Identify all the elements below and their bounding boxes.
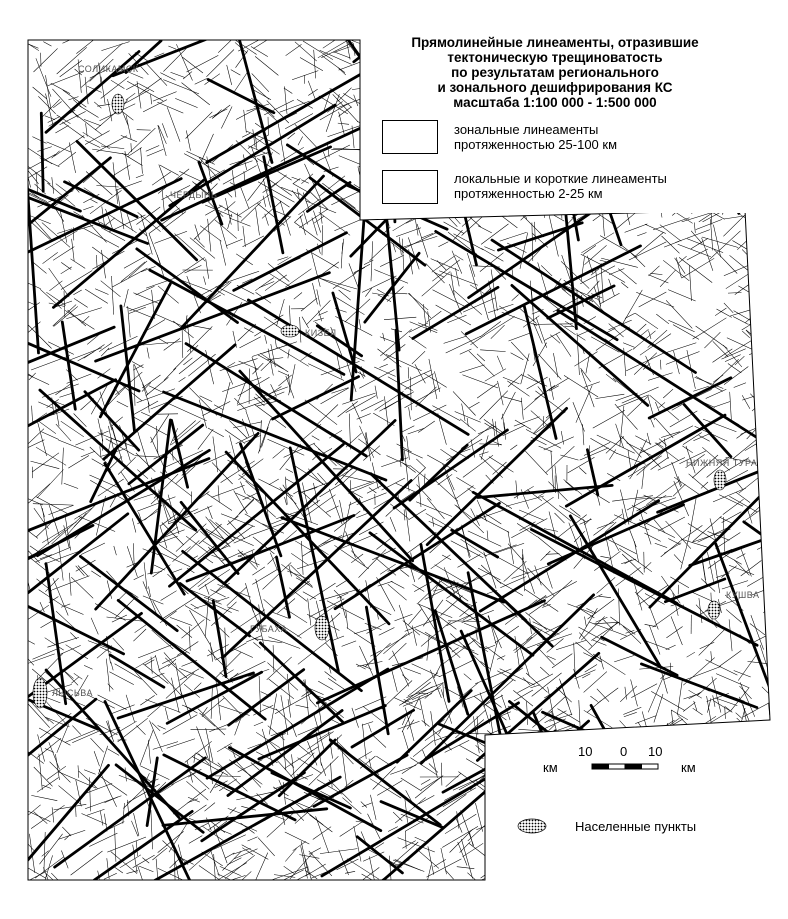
title-line: Прямолинейные линеаменты, отразившие	[411, 35, 699, 50]
settlement-marker	[281, 325, 299, 337]
settlement-marker	[33, 678, 47, 708]
scale-label-left: 10	[578, 744, 593, 759]
scale-label-mid: 0	[620, 744, 628, 759]
settlement-marker	[315, 616, 329, 640]
place-label: КУШВА	[726, 590, 760, 600]
legend-local-text	[454, 171, 667, 201]
legend-zonal-text	[454, 122, 617, 152]
legend-local-line2: протяженностью 2-25 км	[454, 186, 603, 201]
scale-unit-left: км	[543, 760, 558, 775]
settlement-hatch-icon	[518, 819, 546, 833]
scale-label-right: 10	[648, 744, 663, 759]
place-label: ЛЫСЬВА	[52, 688, 93, 698]
settlement-marker	[112, 94, 124, 114]
zonal-lineament	[41, 113, 43, 191]
place-label: КИЗЕЛ	[305, 328, 337, 338]
legend-settlements-label: Населенные пункты	[575, 819, 697, 834]
scale-bar	[592, 764, 658, 769]
title-line: по результатам регионального	[451, 65, 659, 80]
legend-zonal-line1: зональные линеаменты	[454, 122, 599, 137]
legend-local-box	[382, 170, 438, 204]
title-line: тектоническую трещиноватость	[447, 50, 663, 65]
place-label: ГУБАХА	[250, 624, 288, 634]
legend-local-line1: локальные и короткие линеаменты	[454, 171, 667, 186]
scale-unit-right: км	[681, 760, 696, 775]
place-label: СОЛИКАМСК	[78, 64, 139, 74]
settlement-marker	[708, 601, 720, 619]
scale-background	[487, 736, 777, 886]
settlement-marker	[714, 470, 726, 490]
legend-zonal-box	[382, 120, 438, 154]
title-line: и зонального дешифрирования КС	[437, 80, 673, 95]
place-label: НИЖНЯЯ ТУРА	[686, 458, 758, 468]
legend-zonal-line2: протяженностью 25-100 км	[454, 137, 618, 152]
map-title	[360, 35, 750, 110]
title-line: масштаба 1:100 000 - 1:500 000	[453, 95, 657, 110]
place-label: ЧЕРДЫНЬ	[170, 190, 218, 200]
